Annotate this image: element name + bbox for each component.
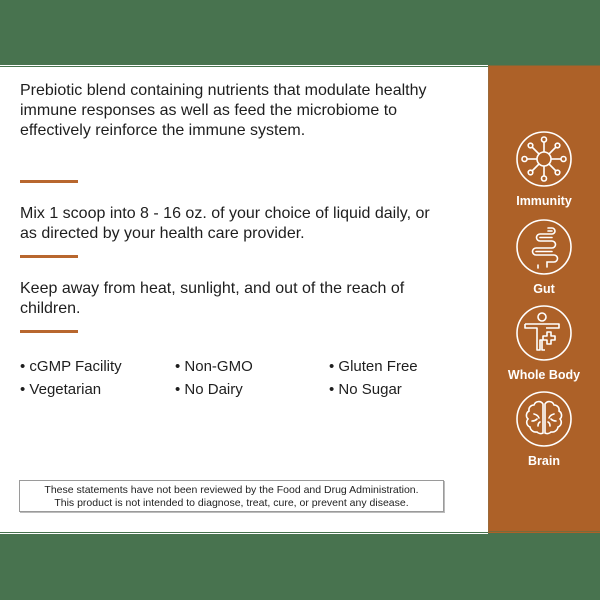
whole-body-icon: [515, 304, 573, 362]
feature-item: • No Sugar: [329, 381, 402, 398]
gut-icon: [515, 218, 573, 276]
sidebar-top-line: [488, 65, 600, 66]
description-text: Prebiotic blend containing nutrients that modulate healthy immune responses as well as feed the microbiome to effectively reinforce the immune system.: [20, 82, 427, 139]
section-rule: [20, 330, 78, 333]
benefit-gut: [488, 218, 600, 296]
top-divider-line: [0, 65, 488, 66]
section-rule: [20, 180, 78, 183]
brain-icon: [515, 390, 573, 448]
bottom-divider-line: [0, 533, 488, 534]
benefit-label: Brain: [528, 454, 560, 468]
warning-text: Keep away from heat, sunlight, and out of the reach of children.: [20, 280, 405, 317]
section-rule: [20, 255, 78, 258]
benefit-label: Whole Body: [507, 368, 581, 382]
feature-item: • Gluten Free: [329, 358, 418, 375]
benefit-label: Immunity: [516, 194, 572, 208]
feature-item: • cGMP Facility: [20, 358, 122, 375]
feature-item: • Non-GMO: [175, 358, 253, 375]
sidebar-bottom-line: [488, 531, 600, 532]
benefit-immunity: [488, 130, 600, 208]
benefit-brain: [488, 390, 600, 468]
immunity-icon: [515, 130, 573, 188]
disclaimer-line-2: This product is not intended to diagnose, treat, cure, or prevent any disease.: [54, 497, 409, 509]
benefit-label: Gut: [533, 282, 555, 296]
benefit-whole-body: [488, 304, 600, 382]
feature-item: • No Dairy: [175, 381, 243, 398]
directions-text: Mix 1 scoop into 8 - 16 oz. of your choice of liquid daily, or as directed by your health care provider.: [20, 205, 430, 242]
feature-item: • Vegetarian: [20, 381, 102, 398]
info-panel: [0, 67, 488, 532]
disclaimer-line-1: These statements have not been reviewed by the Food and Drug Administration.: [44, 484, 419, 496]
fda-disclaimer: [19, 480, 444, 512]
